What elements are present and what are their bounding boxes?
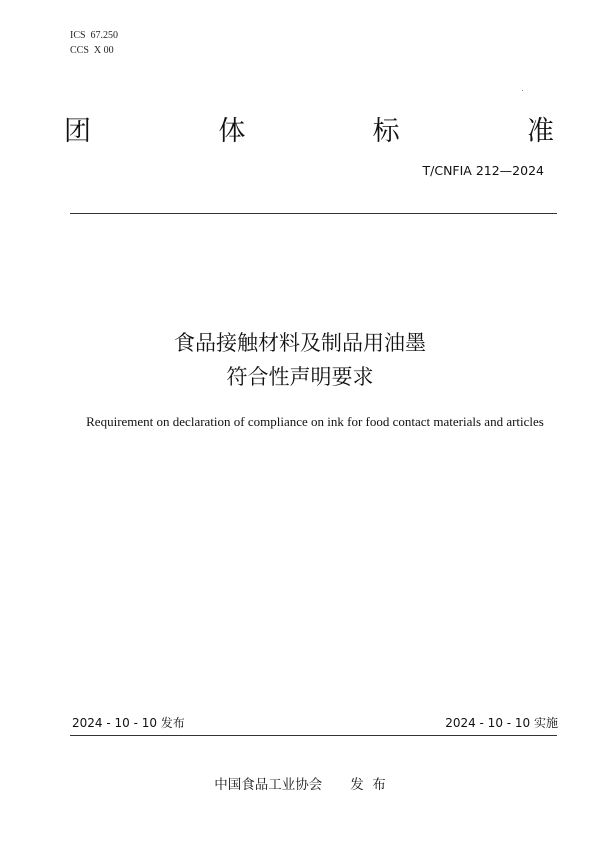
chinese-title-line-1: 食品接触材料及制品用油墨 [174, 331, 426, 355]
standard-code: T/CNFIA 212—2024 [422, 163, 544, 178]
classification-codes [70, 28, 118, 58]
scan-speck [522, 90, 523, 91]
publisher-line [0, 775, 600, 795]
heading-char: 团 [64, 116, 91, 147]
chinese-title-line-2: 符合性声明要求 [226, 365, 374, 389]
heading-char: 准 [526, 116, 554, 147]
chinese-title [0, 326, 600, 394]
ccs-code: CCS X 00 [70, 45, 114, 56]
ics-code: ICS 67.250 [70, 30, 119, 41]
publisher-action: 发 布 [350, 777, 386, 793]
footer-divider [70, 735, 557, 736]
english-title: Requirement on declaration of compliance on ink for food contact materials and articles [86, 414, 544, 429]
header-divider [70, 213, 557, 214]
publisher-name: 中国食品工业协会 [214, 777, 323, 793]
heading-char: 标 [372, 116, 400, 147]
implement-date: 2024 - 10 - 10 实施 [445, 716, 558, 730]
standard-type-heading [64, 112, 554, 152]
publish-date: 2024 - 10 - 10 发布 [72, 716, 185, 730]
heading-char: 体 [218, 116, 246, 147]
